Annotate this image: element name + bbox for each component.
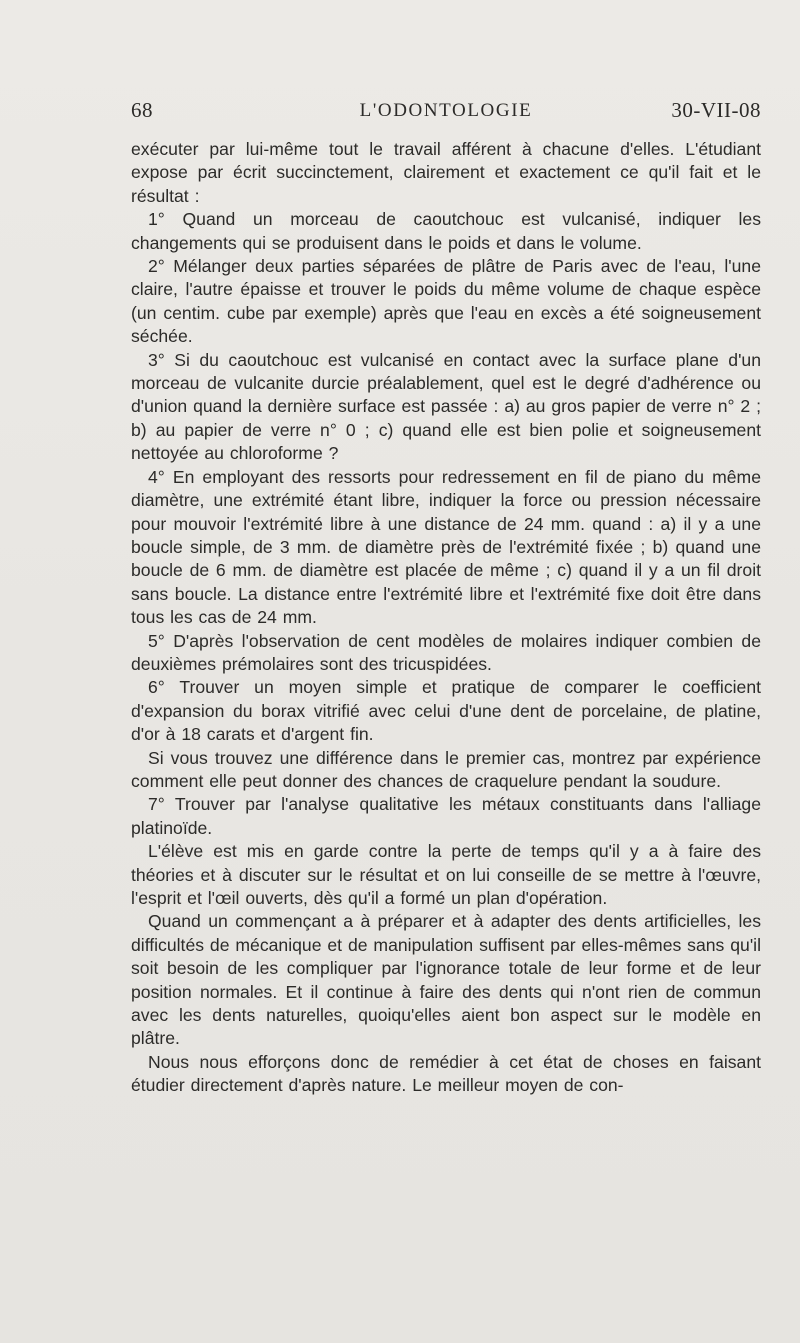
paragraph-continuation: exécuter par lui-même tout le travail afférent à chacune d'elles. L'étudiant expose par écrit succinctement, clairement et exactement ce qu'il fait et le résultat : xyxy=(131,139,761,206)
paragraph-conclusion: Nous nous efforçons donc de remédier à cet état de choses en faisant étudier directement d'après nature. Le meilleur moyen de con- xyxy=(131,1051,761,1096)
issue-date: 30-VII-08 xyxy=(671,98,761,122)
paragraph-item-4: 4° En employant des ressorts pour redressement en fil de piano du même diamètre, une extrémité étant libre, indiquer la force ou pression nécessaire pour mouvoir l'extrémité libre à une distance de 24 mm. quand : a) il y a une boucle simple, de 3 mm. de diamètre près de l'extrémité fixée ; b) quand une boucle de 6 mm. de diamètre est placée de même ; c) quand il y a un fil droit sans boucle. La distance entre l'extrémité libre et l'extrémité fixe doit être dans tous les cas de 24 mm. xyxy=(131,466,761,628)
paragraph-item-6-note: Si vous trouvez une différence dans le premier cas, montrez par expérience comment elle peut donner des chances de craquelure pendant la soudure. xyxy=(131,747,761,791)
running-header xyxy=(131,98,761,128)
body-text xyxy=(131,138,761,1098)
paragraph-item-1: 1° Quand un morceau de caoutchouc est vulcanisé, indiquer les changements qui se produisent dans le poids et dans le volume. xyxy=(131,209,761,253)
paragraph-artificial-teeth: Quand un commençant a à préparer et à adapter des dents artificielles, les difficultés de mécanique et de manipulation suffisent par elles-mêmes sans qu'il soit besoin de les compliquer par l'ignorance totale de leur forme et de leur position normales. Et il continue à faire des dents qui n'ont rien de commun avec les dents naturelles, quoiqu'elles aient bon aspect sur le modèle en plâtre. xyxy=(131,911,761,1049)
paragraph-item-7: 7° Trouver par l'analyse qualitative les métaux constituants dans l'alliage platinoïde. xyxy=(131,794,761,838)
paragraph-item-5: 5° D'après l'observation de cent modèles de molaires indiquer combien de deuxièmes prémolaires sont des tricuspidées. xyxy=(131,630,761,674)
page-number: 68 xyxy=(131,98,153,122)
paragraph-warning: L'élève est mis en garde contre la perte de temps qu'il y a à faire des théories et à discuter sur le résultat et on lui conseille de se mettre à l'œuvre, l'esprit et l'œil ouverts, dès qu'il a formé un plan d'opération. xyxy=(131,841,761,908)
paragraph-item-3: 3° Si du caoutchouc est vulcanisé en contact avec la surface plane d'un morceau de vulcanite durcie préalablement, quel est le degré d'adhérence ou d'union quand la dernière surface est passée : a) au gros papier de verre n° 2 ; b) au papier de verre n° 0 ; c) quand elle est bien polie et soigneusement nettoyée au chloroforme ? xyxy=(131,349,761,464)
paragraph-item-6: 6° Trouver un moyen simple et pratique de comparer le coefficient d'expansion du borax vitrifié avec celui d'une dent de porcelaine, de platine, d'or à 18 carats et d'argent fin. xyxy=(131,677,761,745)
journal-title: L'ODONTOLOGIE xyxy=(359,100,533,121)
paragraph-item-2: 2° Mélanger deux parties séparées de plâtre de Paris avec de l'eau, l'une claire, l'autre épaisse et trouver le poids du même volume de chaque espèce (un centim. cube par exemple) après que l'eau en excès a été soigneusement séchée. xyxy=(131,256,761,347)
